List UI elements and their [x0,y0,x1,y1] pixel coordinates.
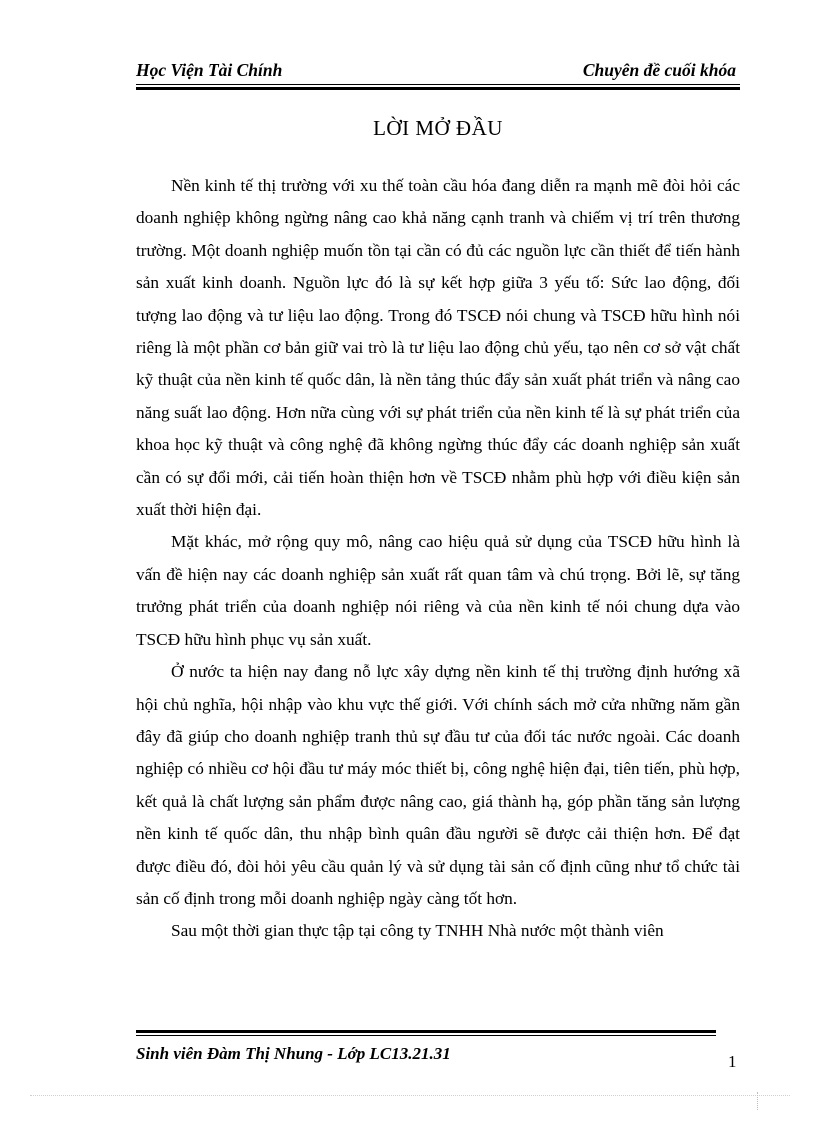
page-boundary-line [30,1095,790,1096]
header-document-type: Chuyên đề cuối khóa [582,60,736,80]
footer-rule-thick [136,1030,716,1033]
paragraph-3: Ở nước ta hiện nay đang nỗ lực xây dựng nền kinh tế thị trường định hướng xã hội chủ nghĩa, hội nhập vào khu vực thế giới. Với chính sách mở cửa những năm gần đây đã giúp cho doanh nghiệp tranh thủ sự đầu tư của đối tác nước ngoài. Các doanh nghiệp có nhiều cơ hội đầu tư máy móc thiết bị, công nghệ hiện đại, tiên tiến, phù hợp, kết quả là chất lượng sản phẩm được nâng cao, giá thành hạ, góp phần tăng sản lượng nền kinh tế quốc dân, thu nhập bình quân đầu người sẽ được cải thiện hơn. Để đạt được điều đó, đòi hỏi yêu cầu quản lý và sử dụng tài sản cố định cũng như tổ chức tài sản cố định trong mỗi doanh nghiệp ngày càng tốt hơn. [136,662,740,908]
page-title: LỜI MỞ ĐẦU [373,116,503,140]
header-rule-thick [136,87,740,90]
footer-author: Sinh viên Đàm Thị Nhung - Lớp LC13.21.31 [136,1044,451,1063]
paragraph-2: Mặt khác, mở rộng quy mô, nâng cao hiệu quả sử dụng của TSCĐ hữu hình là vấn đề hiện nay các doanh nghiệp sản xuất rất quan tâm và chú trọng. Bởi lẽ, sự tăng trưởng phát triển của doanh nghiệp nói riêng và của nền kinh tế nói chung dựa vào TSCĐ hữu hình phục vụ sản xuất. [136,532,740,649]
page-boundary-corner [757,1092,759,1110]
paragraph-1: Nền kinh tế thị trường với xu thế toàn cầu hóa đang diễn ra mạnh mẽ đòi hỏi các doanh nghiệp không ngừng nâng cao khả năng cạnh tranh và chiếm vị trí trên thương trường. Một doanh nghiệp muốn tồn tại cần có đủ các nguồn lực cần thiết để tiến hành sản xuất kinh doanh. Nguồn lực đó là sự kết hợp giữa 3 yếu tố: Sức lao động, đối tượng lao động và tư liệu lao động. Trong đó TSCĐ nói chung và TSCĐ hữu hình nói riêng là một phần cơ bản giữ vai trò là tư liệu lao động chủ yếu, tạo nên cơ sở vật chất kỹ thuật của nền kinh tế quốc dân, là nền tảng thúc đẩy sản xuất phát triển và nâng cao năng suất lao động. Hơn nữa cùng với sự phát triển của nền kinh tế là sự phát triển của khoa học kỹ thuật và công nghệ đã không ngừng thúc đẩy các doanh nghiệp sản xuất cần có sự đổi mới, cải tiến hoàn thiện hơn về TSCĐ nhằm phù hợp với điều kiện sản xuất thời hiện đại. [136,176,740,520]
page-number: 1 [728,1052,737,1071]
header-institution: Học Viện Tài Chính [136,60,283,80]
page-header [136,60,740,84]
footer-rule-thin [136,1035,716,1036]
body-text [136,170,740,948]
paragraph-4: Sau một thời gian thực tập tại công ty TNHH Nhà nước một thành viên [171,921,664,941]
header-rule-thin [136,84,740,85]
